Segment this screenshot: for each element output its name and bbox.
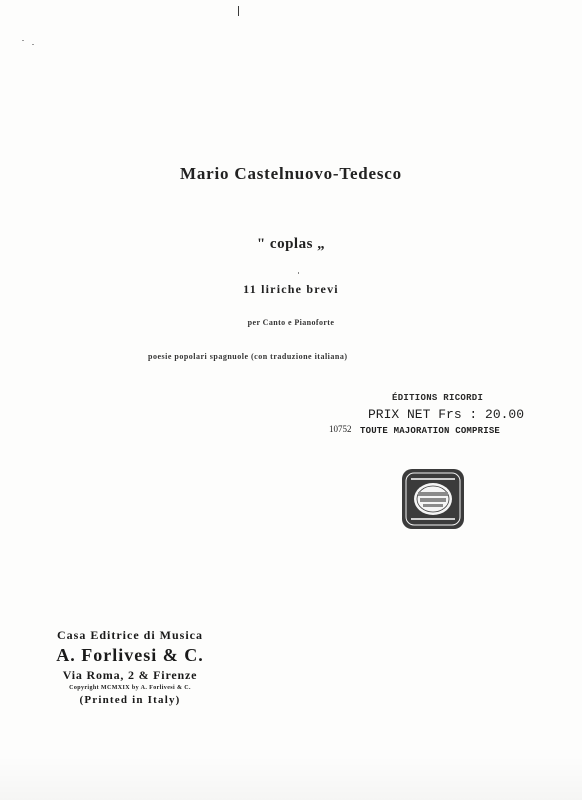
scan-mark (238, 6, 239, 16)
publisher-address: Via Roma, 2 & Firenze (62, 668, 198, 682)
publisher-name: A. Forlivesi & C. (56, 645, 204, 665)
copyright-line: Copyright MCMXIX by A. Forlivesi & C. (69, 685, 191, 691)
source-note: poesie popolari spagnuole (con traduzione italiana) (148, 352, 348, 361)
publisher-house: Casa Editrice di Musica (57, 628, 203, 642)
composer-name: Mario Castelnuovo-Tedesco (180, 164, 402, 183)
publisher-imprint (0, 625, 260, 706)
publisher-seal-icon (401, 468, 465, 530)
price-stamp-price: PRIX NET Frs : 20.00 (368, 407, 525, 422)
work-subtitle: 11 liriche brevi (243, 282, 339, 296)
price-stamp-note: TOUTE MAJORATION COMPRISE (360, 426, 501, 436)
instrumentation: per Canto e Pianoforte (247, 318, 335, 327)
price-stamp-edition: ÉDITIONS RICORDI (392, 393, 484, 403)
scan-shadow (0, 756, 582, 800)
price-stamp-code: 10752 (329, 424, 352, 434)
scan-mark (298, 272, 299, 274)
work-title: " coplas „ (256, 236, 326, 252)
scan-mark (22, 40, 24, 41)
scan-mark (32, 44, 34, 45)
printed-in-line: (Printed in Italy) (79, 694, 181, 706)
